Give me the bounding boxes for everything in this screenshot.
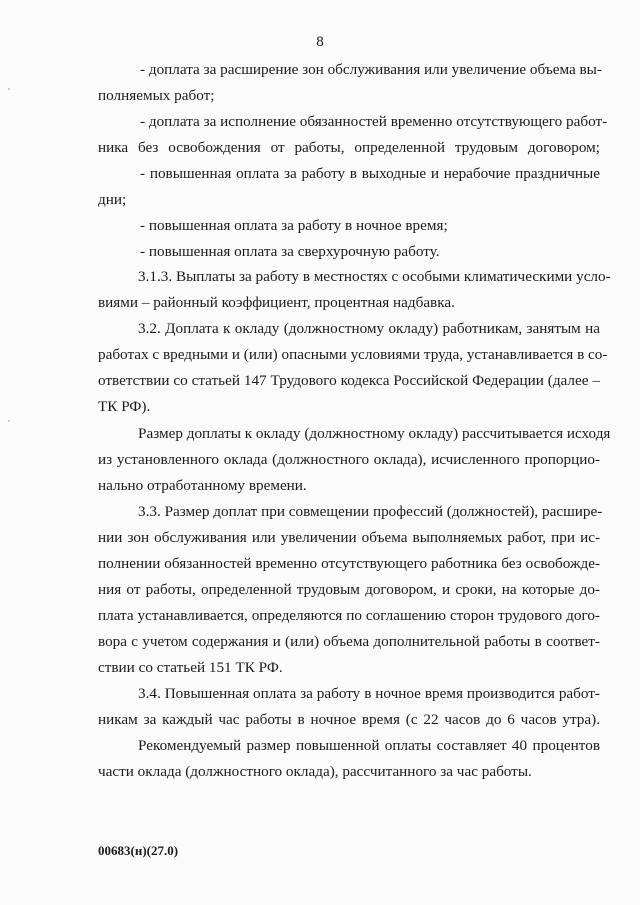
text-line: нии зон обслуживания или увеличении объема выполняемых работ, при ис- [98,529,600,546]
text-line: 3.2. Доплата к окладу (должностному окладу) работникам, занятым на [138,320,600,337]
text-line: - повышенная оплата за сверхурочную работу. [140,243,440,260]
text-line: ствии со статьей 151 ТК РФ. [98,659,283,676]
text-line: 3.3. Размер доплат при совмещении профессий (должностей), расшире- [138,503,603,520]
text-line: - повышенная оплата за работу в ночное время; [140,217,448,234]
text-line: части оклада (должностного оклада), рассчитанного за час работы. [98,763,532,780]
text-line: ника без освобождения от работы, определенной трудовым договором; [98,139,600,156]
text-line: ния от работы, определенной трудовым договором, и сроки, на которые до- [98,581,600,598]
page-number: 8 [316,34,324,50]
text-line: ТК РФ). [98,398,151,415]
text-line: из установленного оклада (должностного оклада), исчисленного пропорцио- [98,451,600,468]
text-line: 3.1.3. Выплаты за работу в местностях с особыми климатическими усло- [138,268,611,285]
scan-mark [8,420,10,422]
text-line: полняемых работ; [98,87,215,104]
text-line: виями – районный коэффициент, процентная надбавка. [98,294,455,311]
text-line: 3.4. Повышенная оплата за работу в ночное время производится работ- [138,685,600,702]
document-code: 00683(н)(27.0) [98,843,179,858]
text-line: ответствии со статьей 147 Трудового кодекса Российской Федерации (далее – [98,372,600,389]
text-line: Размер доплаты к окладу (должностному окладу) рассчитывается исходя [138,425,611,442]
text-line: вора с учетом содержания и (или) объема дополнительной работы в соответ- [98,633,600,650]
text-line: никам за каждый час работы в ночное время (с 22 часов до 6 часов утра). [98,711,600,728]
text-line: Рекомендуемый размер повышенной оплаты составляет 40 процентов [138,737,600,754]
text-line: дни; [98,191,127,208]
text-line: полнении обязанностей временно отсутствующего работника без освобожде- [98,555,600,572]
text-line: нально отработанному времени. [98,477,307,494]
text-line: работах с вредными и (или) опасными условиями труда, устанавливается в со- [98,346,608,363]
text-line: - доплата за исполнение обязанностей временно отсутствующего работ- [140,113,608,130]
text-line: - доплата за расширение зон обслуживания или увеличение объема вы- [140,61,602,78]
scan-mark [8,88,10,90]
text-line: - повышенная оплата за работу в выходные и нерабочие праздничные [140,165,600,182]
text-line: плата устанавливается, определяются по соглашению сторон трудового дого- [98,607,600,624]
